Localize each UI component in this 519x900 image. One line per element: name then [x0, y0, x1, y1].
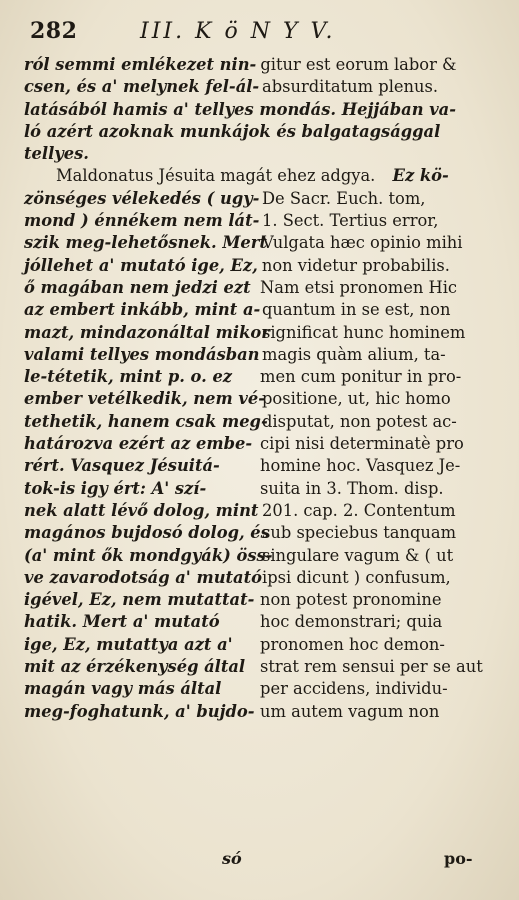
latin-line: 201. cap. 2. Contentum [262, 500, 456, 520]
full-width-line: ló azért azoknak munkájok és balgatagsággal [24, 121, 441, 141]
text-line [24, 589, 494, 611]
latin-line: Nam etsi pronomen Hic [260, 277, 458, 297]
text-line [24, 545, 494, 567]
running-header [30, 18, 500, 52]
latin-line: per accidens, individu- [260, 679, 448, 699]
text-line [24, 500, 494, 522]
text-line [24, 188, 494, 210]
text-line [24, 366, 494, 388]
latin-line: magis quàm alium, ta- [262, 344, 446, 364]
latin-line: cipi nisi determinatè pro [260, 434, 464, 454]
latin-line: men cum ponitur in pro- [260, 367, 462, 387]
text-line [24, 478, 494, 500]
hungarian-line: szik meg-lehetősnek. Mert [24, 233, 267, 253]
hungarian-line: tethetik, hanem csak meg- [24, 411, 268, 431]
hungarian-line: mazt, mindazonáltal mikor [24, 322, 270, 342]
text-line [24, 634, 494, 656]
text-line [24, 210, 494, 232]
latin-line: disputat, non potest ac- [262, 411, 457, 431]
text-line [24, 388, 494, 410]
hungarian-line: mond ) énnékem nem lát- [24, 211, 260, 231]
latin-line: homine hoc. Vasquez Je- [260, 456, 461, 476]
text-line [24, 522, 494, 544]
hungarian-line: jóllehet a' mutató ige, Ez, [24, 255, 258, 275]
text-line [24, 611, 494, 633]
latin-line: 1. Sect. Tertius error, [262, 211, 439, 231]
latin-line: positione, ut, hic homo [262, 389, 451, 409]
latin-line: significat hunc hominem [262, 322, 466, 342]
text-line [24, 255, 494, 277]
hungarian-line: meg-foghatunk, a' bujdo- [24, 701, 255, 721]
hungarian-line: valami tellyes mondásban [24, 344, 260, 364]
hungarian-line: igével, Ez, nem mutattat- [24, 590, 255, 610]
hungarian-line: rért. Vasquez Jésuitá- [24, 456, 220, 476]
two-column-section [24, 188, 494, 723]
catchword-right: po- [444, 849, 473, 868]
hungarian-line: nek alatt lévő dolog, mint [24, 500, 259, 520]
full-width-line: latásából hamis a' tellyes mondás. Hejjában va- [24, 99, 456, 119]
latin-line: singulare vagum & ( ut [262, 545, 454, 565]
hungarian-line: csen, és a' melynek fel-ál- [24, 77, 260, 97]
hungarian-line: tok-is igy ért: A' szí- [24, 478, 207, 498]
latin-line: hoc demonstrari; quia [260, 612, 443, 632]
hungarian-line: határozva ezért az embe- [24, 434, 253, 454]
hungarian-line: magános bujdosó dolog, és [24, 523, 270, 543]
latin-line: suita in 3. Thom. disp. [260, 478, 444, 498]
hungarian-line: ige, Ez, mutattya azt a' [24, 634, 233, 654]
hungarian-line: hatik. Mert a' mutató [24, 612, 220, 632]
hungarian-line: (a' mint ők mondgyák) öss- [24, 545, 273, 565]
text-line [24, 411, 494, 433]
hungarian-line: magán vagy más által [24, 679, 222, 699]
text-line [24, 277, 494, 299]
mixed-italic: Ez kö- [392, 166, 449, 186]
text-line [24, 678, 494, 700]
latin-line: quantum in se est, non [262, 300, 451, 320]
latin-line: pronomen hoc demon- [260, 634, 445, 654]
text-line [24, 567, 494, 589]
text-line [24, 344, 494, 366]
latin-line: um autem vagum non [260, 701, 440, 721]
latin-line: Vulgata hæc opinio mihi [262, 233, 463, 253]
hungarian-line: mit az érzékenység által [24, 657, 246, 677]
latin-line: non potest pronomine [260, 590, 442, 610]
text-line [24, 299, 494, 321]
hungarian-line: ve zavarodotság a' mutató [24, 567, 262, 587]
latin-line: sub speciebus tanquam [262, 523, 457, 543]
text-line [24, 54, 494, 76]
page-number: 282 [30, 18, 78, 44]
hungarian-line: az embert inkább, mint a- [24, 300, 261, 320]
text-line [24, 322, 494, 344]
hungarian-line: le-tétetik, mint p. o. ez [24, 367, 233, 387]
hungarian-line: ő magában nem jedzi ezt [24, 277, 251, 297]
mixed-line [24, 165, 494, 187]
hungarian-line: ember vetélkedik, nem vé- [24, 389, 265, 409]
latin-line: strat rem sensui per se aut [260, 657, 483, 677]
text-line [24, 455, 494, 477]
mixed-roman: Maldonatus Jésuita magát ehez adgya. [56, 166, 376, 186]
text-line [24, 656, 494, 678]
latin-line: non videtur probabilis. [261, 255, 450, 275]
hungarian-line: zönséges vélekedés ( ugy- [24, 188, 260, 208]
text-line [24, 232, 494, 254]
latin-line: absurditatum plenus. [262, 77, 439, 97]
text-block [24, 54, 494, 723]
latin-line: ipsi dicunt ) confusum, [262, 567, 451, 587]
book-title: III. K ö N Y V. [140, 19, 336, 44]
text-line [24, 701, 494, 723]
text-line [24, 76, 494, 98]
latin-line: De Sacr. Euch. tom, [262, 188, 426, 208]
catchword-left: só [222, 849, 242, 868]
full-width-line: tellyes. [24, 144, 89, 164]
text-line [24, 433, 494, 455]
hungarian-line: ról semmi emlékezet nin- [24, 55, 257, 74]
latin-line: gitur est eorum labor & [260, 55, 457, 74]
